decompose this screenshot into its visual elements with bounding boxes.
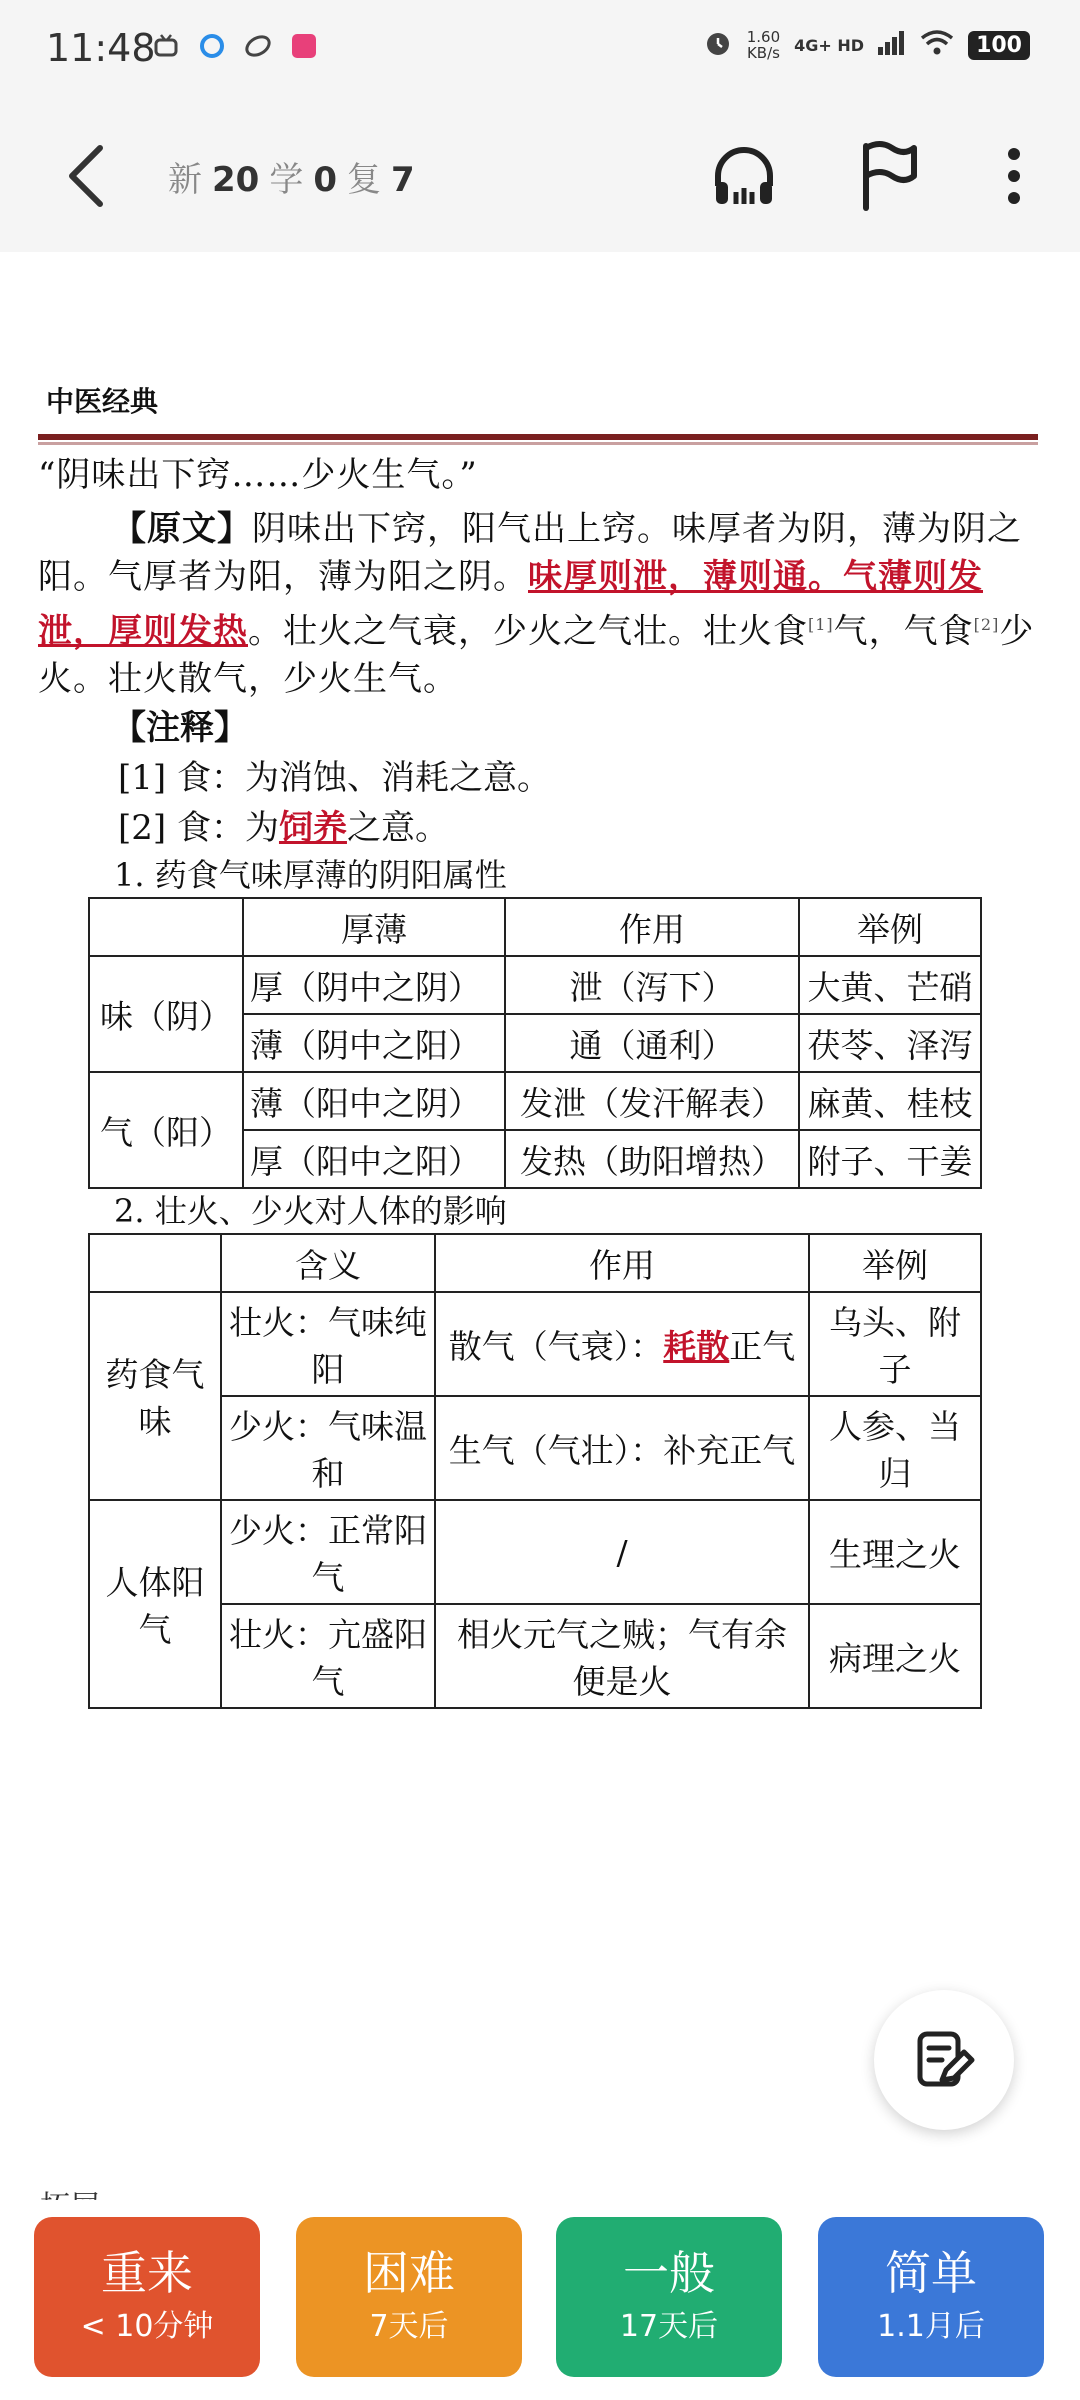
note-text: 之意。	[346, 808, 449, 849]
status-time: 11:48	[46, 26, 156, 70]
header-rule	[38, 434, 1038, 440]
table-cell: 泄（泻下）	[505, 956, 799, 1014]
card-header: 中医经典	[46, 385, 159, 418]
table-cell: 大黄、芒硝	[799, 956, 981, 1014]
flag-icon	[856, 140, 920, 212]
quote-line: “阴味出下窍……少火生气。”	[38, 455, 478, 495]
new-count: 20	[212, 160, 260, 200]
next-section-peek	[40, 2182, 100, 2200]
table-cell: 人参、当归	[809, 1396, 981, 1500]
table-cell: 生气（气壮）：补充正气	[435, 1396, 809, 1500]
table-cell: 厚（阳中之阳）	[243, 1130, 505, 1188]
table-header: 作用	[435, 1234, 809, 1292]
again-interval: < 10分钟	[80, 2309, 214, 2344]
cell-text: 正气	[729, 1326, 796, 1366]
table-cell: 病理之火	[809, 1604, 981, 1708]
note-2	[118, 803, 1038, 853]
table-cell: 通（通利）	[505, 1014, 799, 1072]
more-icon	[1004, 146, 1024, 206]
wifi-icon	[920, 30, 954, 60]
table-cell: 生理之火	[809, 1500, 981, 1604]
speed-unit: KB/s	[746, 44, 780, 62]
link-app-icon	[242, 30, 274, 62]
card-counts	[168, 152, 415, 201]
table-header	[89, 898, 243, 956]
footnote-ref: [1]	[808, 615, 834, 634]
table-cell: 厚（阴中之阴）	[243, 956, 505, 1014]
hard-label: 困难	[363, 2246, 455, 2300]
original-text-part: 阴味出下窍，阳气出上窍。味厚者为阴，薄为阴之阳。气厚者为阳，薄为阳之阴。	[38, 509, 1022, 597]
shop-app-icon	[288, 30, 320, 62]
original-text-part: 气，气食	[833, 611, 974, 652]
table-cell	[435, 1292, 809, 1396]
table-cell: 少火：气味温和	[221, 1396, 435, 1500]
alarm-icon	[703, 28, 733, 62]
table-header: 厚薄	[243, 898, 505, 956]
table-header	[89, 1234, 221, 1292]
again-label: 重来	[101, 2246, 193, 2300]
note-1: [1] 食：为消蚀、消耗之意。	[118, 758, 551, 799]
table-cell: 发热（助阳增热）	[505, 1130, 799, 1188]
tv-app-icon	[150, 30, 182, 62]
easy-button[interactable]	[818, 2217, 1044, 2377]
group-cell: 气（阳）	[89, 1072, 243, 1188]
answer-bar	[0, 2200, 1080, 2400]
table-header: 作用	[505, 898, 799, 956]
footnote-ref: [2]	[973, 615, 1000, 634]
signal-icon	[878, 31, 906, 59]
table-cell: 附子、干姜	[799, 1130, 981, 1188]
review-count: 7	[391, 160, 415, 200]
group-cell: 味（阴）	[89, 956, 243, 1072]
group-cell: 人体阳气	[89, 1500, 221, 1708]
edit-card-button[interactable]	[874, 1990, 1014, 2130]
battery-indicator: 100	[968, 31, 1030, 60]
again-button[interactable]	[34, 2217, 260, 2377]
browser-app-icon	[196, 30, 228, 62]
audio-button[interactable]	[704, 136, 784, 216]
table-cell: 发泄（发汗解表）	[505, 1072, 799, 1130]
status-bar	[0, 0, 1080, 100]
good-label: 一般	[623, 2246, 715, 2300]
table-header: 举例	[809, 1234, 981, 1292]
group-cell: 药食气味	[89, 1292, 221, 1500]
review-label: 复	[347, 160, 381, 200]
table-cell: 壮火：气味纯阳	[221, 1292, 435, 1396]
table-cell: 少火：正常阳气	[221, 1500, 435, 1604]
table-cell: 薄（阳中之阴）	[243, 1072, 505, 1130]
header-rule-thin	[38, 442, 1038, 445]
easy-interval: 1.1月后	[877, 2309, 985, 2344]
highlighted-text: 味厚则泄，薄则通。气薄则发泄，厚则发热	[38, 557, 983, 652]
notes-label: 【注释】	[112, 708, 248, 749]
table-cell: 相火元气之贼；气有余便是火	[435, 1604, 809, 1708]
table-cell: 薄（阴中之阳）	[243, 1014, 505, 1072]
good-button[interactable]	[556, 2217, 782, 2377]
section-1-title: 1. 药食气味厚薄的阴阳属性	[114, 856, 507, 895]
network-speed	[747, 29, 780, 61]
hard-button[interactable]	[296, 2217, 522, 2377]
headphones-icon	[708, 140, 780, 212]
fire-table	[88, 1233, 982, 1709]
notification-icons	[150, 30, 320, 62]
hard-interval: 7天后	[369, 2309, 449, 2344]
card-content	[38, 380, 1038, 1709]
table-cell: 麻黄、桂枝	[799, 1072, 981, 1130]
yin-yang-table	[88, 897, 982, 1189]
learn-label: 学	[269, 160, 304, 200]
speed-value: 1.60	[746, 28, 781, 46]
original-text-part: 少火。壮火散气，少火生气。	[38, 611, 1035, 700]
note-text: [2] 食：为	[118, 808, 279, 849]
edit-note-icon	[912, 2028, 976, 2092]
more-button[interactable]	[974, 136, 1054, 216]
original-label: 【原文】	[112, 509, 252, 549]
flag-button[interactable]	[848, 136, 928, 216]
network-type: 4G+ HD	[794, 35, 865, 55]
highlighted-text: 饲养	[278, 808, 347, 849]
good-interval: 17天后	[619, 2309, 719, 2344]
table-header: 含义	[221, 1234, 435, 1292]
table-cell: /	[435, 1500, 809, 1604]
highlighted-text: 耗散	[663, 1326, 730, 1366]
cell-text: 散气（气衰）：	[448, 1326, 664, 1366]
review-toolbar	[0, 100, 1080, 252]
new-label: 新	[168, 160, 202, 200]
table-cell: 乌头、附子	[809, 1292, 981, 1396]
original-text-part: 。壮火之气衰，少火之气壮。壮火食	[248, 611, 808, 652]
table-header: 举例	[799, 898, 981, 956]
back-button[interactable]	[60, 136, 120, 216]
easy-label: 简单	[885, 2246, 977, 2300]
learn-count: 0	[313, 160, 337, 200]
original-text	[38, 505, 1038, 703]
table-cell: 茯苓、泽泻	[799, 1014, 981, 1072]
back-icon	[60, 136, 120, 216]
status-right	[703, 28, 1030, 62]
table-cell: 壮火：亢盛阳气	[221, 1604, 435, 1708]
section-2-title: 2. 壮火、少火对人体的影响	[114, 1192, 507, 1231]
